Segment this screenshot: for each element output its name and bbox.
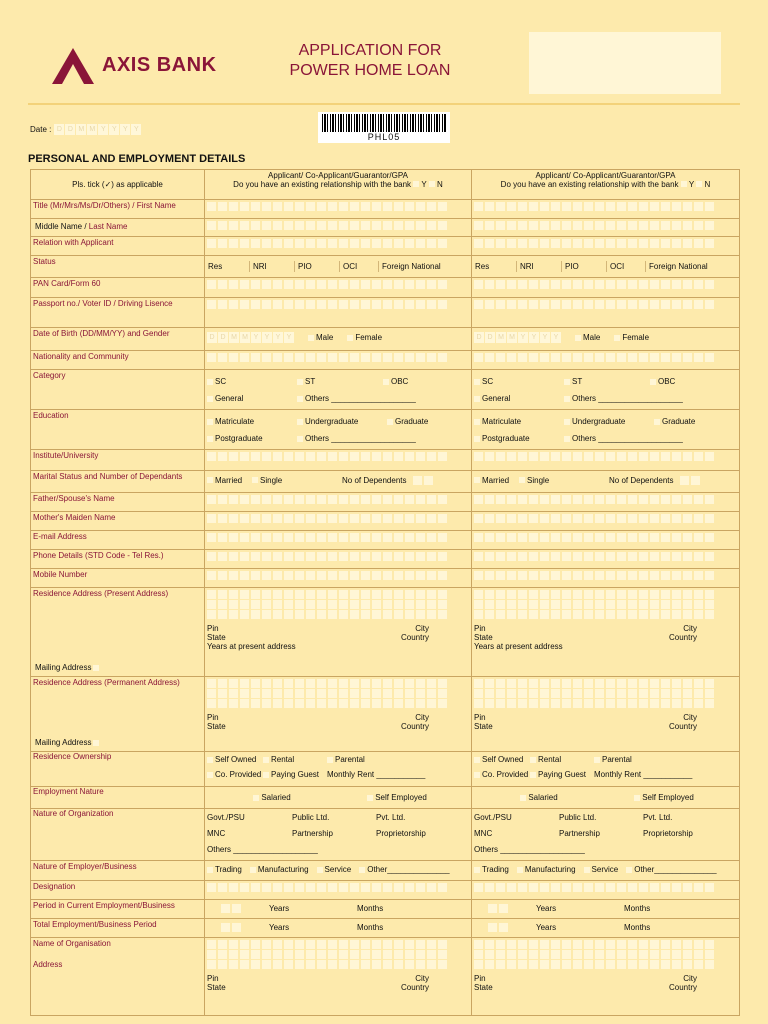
row-label: PAN Card/Form 60 (31, 278, 205, 298)
address-input-cells[interactable] (207, 698, 469, 708)
input-cells[interactable] (207, 570, 469, 580)
input-cells[interactable] (474, 494, 737, 504)
axis-bank-logo-icon (50, 46, 96, 86)
table-row (31, 881, 740, 900)
row-label: Father/Spouse's Name (31, 493, 205, 512)
table-row (31, 410, 740, 450)
address-input-cells[interactable] (474, 589, 737, 599)
text-cells[interactable] (472, 298, 740, 328)
organization-options[interactable]: Govt./PSU Public Ltd. Pvt. Ltd. MNC Partnership Proprietorship Others ___________________ (472, 809, 740, 861)
input-cells[interactable] (207, 451, 469, 461)
table-row (31, 328, 740, 351)
male-checkbox[interactable] (308, 335, 314, 341)
address-block[interactable]: Pin City State Country (205, 677, 472, 752)
text-cells[interactable] (472, 200, 740, 219)
text-cells[interactable] (205, 278, 472, 298)
table-row (31, 450, 740, 471)
category-options[interactable]: SC ST OBC General Others ___________________ (205, 370, 472, 410)
input-cells[interactable] (474, 352, 737, 362)
table-row (31, 787, 740, 809)
text-cells[interactable] (205, 531, 472, 550)
table-row (31, 569, 740, 588)
text-cells[interactable] (205, 351, 472, 370)
address-input-cells[interactable] (207, 609, 469, 619)
table-row (31, 588, 740, 677)
input-cells[interactable] (474, 238, 737, 248)
row-label: Total Employment/Business Period (31, 919, 205, 938)
table-row (31, 493, 740, 512)
input-cells[interactable] (474, 532, 737, 542)
table-row (31, 809, 740, 861)
applicant-col-2-header: Applicant/ Co-Applicant/Guarantor/GPA Do you have an existing relationship with the bank Y N (472, 170, 740, 200)
row-label: Institute/University (31, 450, 205, 471)
text-cells[interactable] (472, 278, 740, 298)
table-row (31, 550, 740, 569)
table-row (31, 351, 740, 370)
row-label: Residence Address (Present Address) Mailing Address (31, 588, 205, 677)
row-label: Residence Address (Permanent Address) Mailing Address (31, 677, 205, 752)
address-input-cells[interactable] (207, 599, 469, 609)
input-cells[interactable] (474, 220, 737, 230)
text-cells[interactable] (205, 550, 472, 569)
page-title: APPLICATION FOR POWER HOME LOAN (289, 42, 451, 79)
text-cells[interactable] (472, 351, 740, 370)
address-input-cells[interactable] (474, 939, 737, 949)
table-row (31, 900, 740, 919)
row-label: Status (31, 256, 205, 278)
rel-yes-checkbox[interactable] (413, 181, 419, 187)
employer-options[interactable]: Trading Manufacturing Service Other______________ (205, 861, 472, 881)
barcode-icon (322, 114, 446, 132)
table-row (31, 471, 740, 493)
period-fields[interactable]: Years Months (472, 919, 740, 938)
mailing-checkbox[interactable] (93, 665, 99, 671)
input-cells[interactable] (207, 299, 469, 309)
address-input-cells[interactable] (207, 688, 469, 698)
input-cells[interactable] (474, 882, 737, 892)
address-input-cells[interactable] (207, 959, 469, 969)
row-label: Nationality and Community (31, 351, 205, 370)
table-row (31, 278, 740, 298)
header-divider (28, 103, 740, 105)
input-cells[interactable] (474, 299, 737, 309)
input-cells[interactable] (474, 570, 737, 580)
rel-no-checkbox[interactable] (429, 181, 435, 187)
address-block[interactable]: Pin City State Country Years at present address (205, 588, 472, 677)
address-block[interactable]: Pin City State Country (472, 677, 740, 752)
input-cells[interactable] (207, 238, 469, 248)
employment-options[interactable]: Salaried Self Employed (205, 787, 472, 809)
table-row (31, 752, 740, 787)
table-row (31, 219, 740, 237)
female-checkbox[interactable] (614, 335, 620, 341)
text-cells[interactable] (472, 569, 740, 588)
text-cells[interactable] (472, 493, 740, 512)
text-cells[interactable] (205, 569, 472, 588)
input-cells[interactable] (207, 279, 469, 289)
table-row (31, 512, 740, 531)
address-input-cells[interactable] (474, 678, 737, 688)
input-cells[interactable] (207, 220, 469, 230)
input-cells[interactable] (474, 451, 737, 461)
tick-label: Pls. tick (✓) as applicable (31, 170, 205, 200)
row-label: Marital Status and Number of Dependants (31, 471, 205, 493)
address-input-cells[interactable] (207, 678, 469, 688)
input-cells[interactable] (207, 352, 469, 362)
text-cells[interactable] (472, 531, 740, 550)
table-row (31, 531, 740, 550)
status-options[interactable]: Res NRI PIO OCI Foreign National (472, 256, 740, 278)
address-block[interactable]: Pin City State Country Years at present address (472, 588, 740, 677)
row-label: Title (Mr/Mrs/Ms/Dr/Others) / First Name (31, 200, 205, 219)
section-title: PERSONAL AND EMPLOYMENT DETAILS (28, 153, 246, 165)
education-options[interactable]: Matriculate Undergraduate Graduate Postgraduate Others ___________________ (205, 410, 472, 450)
ownership-options[interactable]: Self Owned Rental Parental Co. Provided Paying Guest Monthly Rent ___________ (205, 752, 472, 787)
female-checkbox[interactable] (347, 335, 353, 341)
row-label: Mother's Maiden Name (31, 512, 205, 531)
text-cells[interactable] (205, 493, 472, 512)
dob-gender[interactable]: D D M M Y Y Y Y Male Female (205, 328, 472, 351)
row-label: E-mail Address (31, 531, 205, 550)
address-block[interactable]: Pin City State Country (205, 938, 472, 1016)
period-fields[interactable]: Years Months (205, 900, 472, 919)
row-label: Passport no./ Voter ID / Driving Lisence (31, 298, 205, 328)
employer-options[interactable]: Trading Manufacturing Service Other______________ (472, 861, 740, 881)
table-row (31, 370, 740, 410)
ownership-options[interactable]: Self Owned Rental Parental Co. Provided Paying Guest Monthly Rent ___________ (472, 752, 740, 787)
row-label: Name of Organisation Address (31, 938, 205, 1016)
barcode-text: PHL05 (367, 132, 401, 142)
text-cells[interactable] (472, 512, 740, 531)
address-input-cells[interactable] (207, 589, 469, 599)
text-cells[interactable] (205, 298, 472, 328)
rel-yes-checkbox[interactable] (681, 181, 687, 187)
row-label: Residence Ownership (31, 752, 205, 787)
input-cells[interactable] (207, 513, 469, 523)
table-row (31, 677, 740, 752)
address-input-cells[interactable] (207, 939, 469, 949)
input-cells[interactable] (207, 882, 469, 892)
address-input-cells[interactable] (474, 599, 737, 609)
address-input-cells[interactable] (474, 688, 737, 698)
address-input-cells[interactable] (474, 959, 737, 969)
text-cells[interactable] (205, 881, 472, 900)
text-cells[interactable] (205, 237, 472, 256)
row-label: Designation (31, 881, 205, 900)
rel-no-checkbox[interactable] (696, 181, 702, 187)
organization-options[interactable]: Govt./PSU Public Ltd. Pvt. Ltd. MNC Partnership Proprietorship Others ___________________ (205, 809, 472, 861)
office-use-box[interactable] (529, 32, 721, 94)
marital-options[interactable]: Married Single No of Dependents (472, 471, 740, 493)
input-cells[interactable] (474, 201, 737, 211)
text-cells[interactable] (472, 237, 740, 256)
input-cells[interactable] (474, 551, 737, 561)
input-cells[interactable] (207, 551, 469, 561)
row-label: Nature of Organization (31, 809, 205, 861)
employment-options[interactable]: Salaried Self Employed (472, 787, 740, 809)
input-cells[interactable] (474, 513, 737, 523)
text-cells[interactable] (472, 881, 740, 900)
address-block[interactable]: Pin City State Country (472, 938, 740, 1016)
table-row (31, 237, 740, 256)
input-cells[interactable] (207, 532, 469, 542)
date-field[interactable] (30, 124, 141, 135)
address-input-cells[interactable] (474, 609, 737, 619)
category-options[interactable]: SC ST OBC General Others ___________________ (472, 370, 740, 410)
row-label: Date of Birth (DD/MM/YY) and Gender (31, 328, 205, 351)
address-input-cells[interactable] (474, 949, 737, 959)
text-cells[interactable] (205, 512, 472, 531)
marital-options[interactable]: Married Single No of Dependents (205, 471, 472, 493)
period-fields[interactable]: Years Months (472, 900, 740, 919)
row-label: Category (31, 370, 205, 410)
text-cells[interactable] (205, 450, 472, 471)
table-row (31, 919, 740, 938)
table-row (31, 938, 740, 1016)
date-label: Date : (30, 125, 52, 134)
row-label: Phone Details (STD Code - Tel Res.) (31, 550, 205, 569)
text-cells[interactable] (205, 219, 472, 237)
male-checkbox[interactable] (575, 335, 581, 341)
bank-name: AXIS BANK (102, 54, 217, 76)
text-cells[interactable] (472, 550, 740, 569)
row-label: Relation with Applicant (31, 237, 205, 256)
row-label: Nature of Employer/Business (31, 861, 205, 881)
table-row (31, 861, 740, 881)
table-header-row (31, 170, 740, 200)
text-cells[interactable] (205, 200, 472, 219)
table-row (31, 298, 740, 328)
row-label: Employment Nature (31, 787, 205, 809)
period-fields[interactable]: Years Months (205, 919, 472, 938)
text-cells[interactable] (472, 450, 740, 471)
input-cells[interactable] (474, 279, 737, 289)
status-options[interactable]: Res NRI PIO OCI Foreign National (205, 256, 472, 278)
table-row (31, 256, 740, 278)
table-row (31, 200, 740, 219)
mailing-checkbox[interactable] (93, 740, 99, 746)
row-label: Middle Name / Last Name (31, 219, 205, 237)
address-input-cells[interactable] (474, 698, 737, 708)
row-label: Mobile Number (31, 569, 205, 588)
barcode (318, 112, 450, 143)
input-cells[interactable] (207, 494, 469, 504)
row-label: Education (31, 410, 205, 450)
personal-details-table (30, 169, 740, 1016)
education-options[interactable]: Matriculate Undergraduate Graduate Postgraduate Others ___________________ (472, 410, 740, 450)
address-input-cells[interactable] (207, 949, 469, 959)
dob-gender[interactable]: D D M M Y Y Y Y Male Female (472, 328, 740, 351)
row-label: Period in Current Employment/Business (31, 900, 205, 919)
date-boxes[interactable]: D D M M Y Y Y Y (54, 124, 141, 135)
input-cells[interactable] (207, 201, 469, 211)
text-cells[interactable] (472, 219, 740, 237)
applicant-col-1-header: Applicant/ Co-Applicant/Guarantor/GPA Do you have an existing relationship with the bank Y N (205, 170, 472, 200)
